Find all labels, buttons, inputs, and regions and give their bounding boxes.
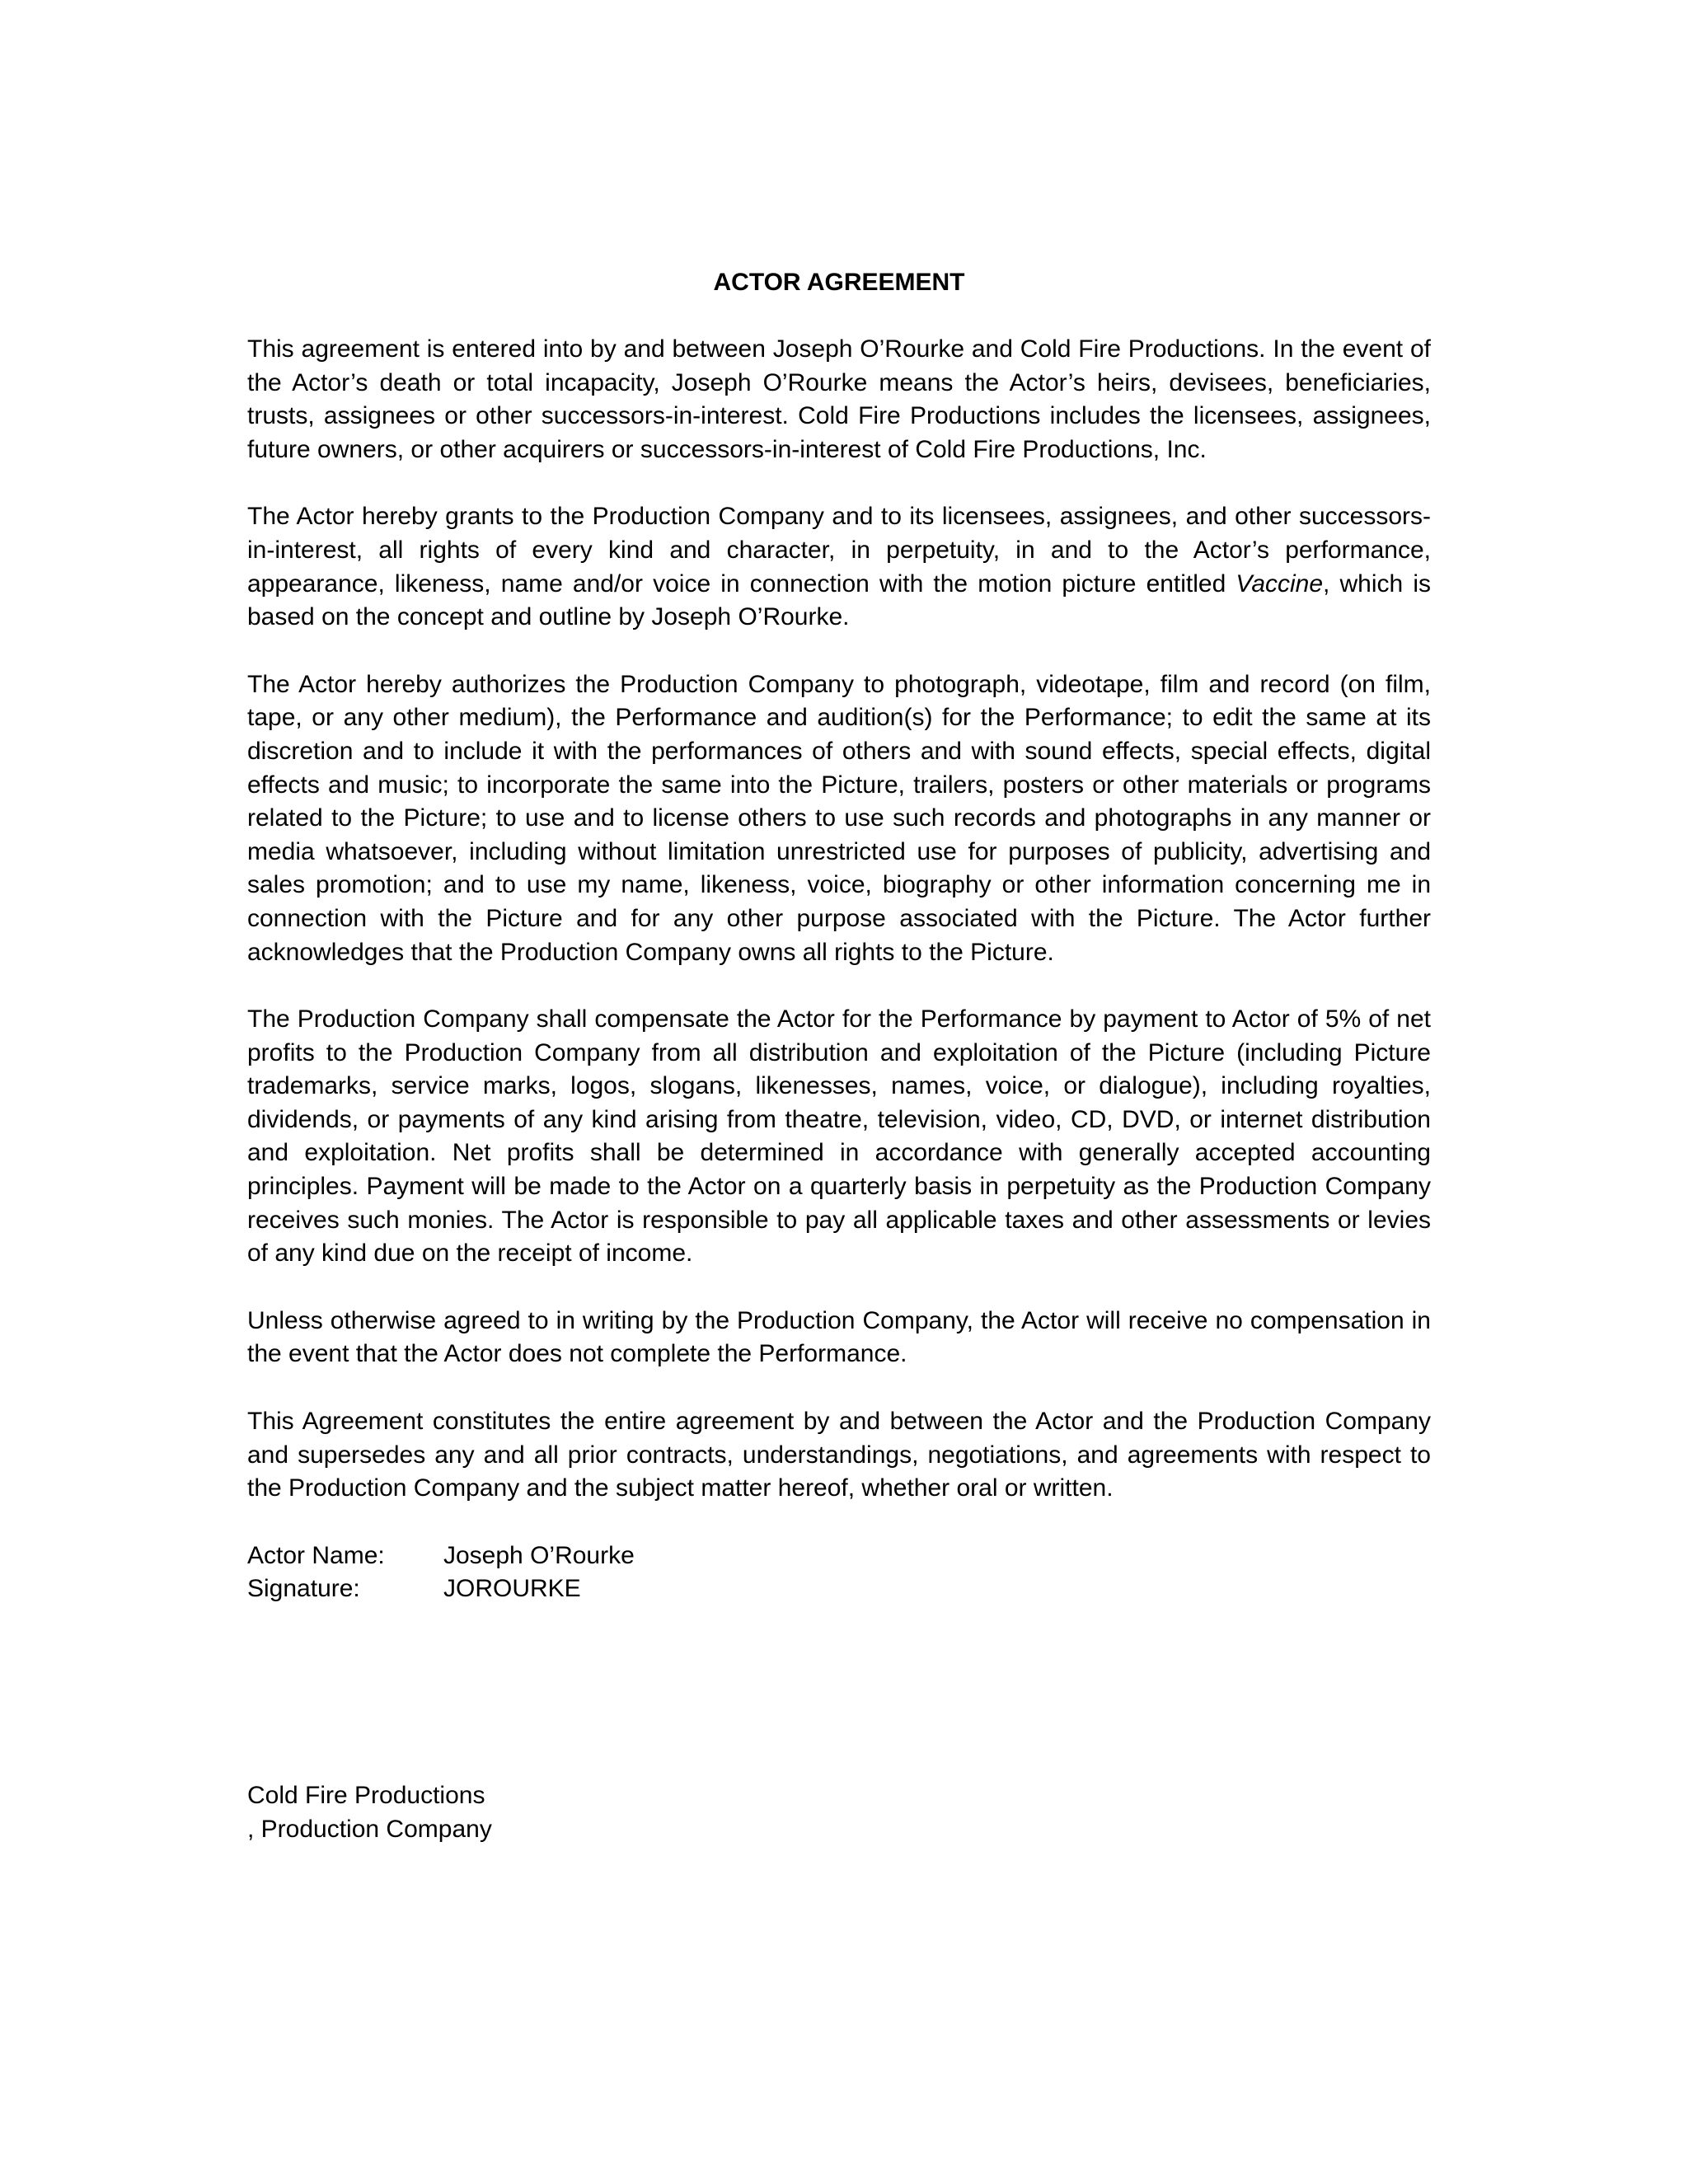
actor-name-row <box>247 1540 1431 1573</box>
company-role: , Production Company <box>247 1815 492 1843</box>
film-title: Vaccine <box>1236 569 1324 598</box>
entire-agreement-paragraph: This Agreement constitutes the entire agreement by and between the Actor and the Production Company and supersedes any and all prior contracts, understandings, negotiations, and agreements with respect to the Production Company and the subject matter hereof, whether oral or written. <box>247 1408 1431 1502</box>
grant-text-before: The Actor hereby grants to the Production Company and to its licensees, assignees, and other successors-in-interest, all rights of every kind and character, in perpetuity, in and to the Actor’s performance, appearance, likeness, name and/or voice in connection with the motion picture entitled <box>247 503 1431 598</box>
signature-row <box>247 1572 1431 1606</box>
grant-paragraph <box>247 500 1431 634</box>
non-completion-paragraph: Unless otherwise agreed to in writing by the Production Company, the Actor will receive no compensation in the event that the Actor does not complete the Performance. <box>247 1306 1431 1368</box>
signature-value: JOROURKE <box>443 1575 581 1603</box>
agreement-page <box>247 265 1431 1846</box>
compensation-paragraph: The Production Company shall compensate the Actor for the Performance by payment to Actor of 5% of net profits to the Production Company from all distribution and exploitation of the Picture (including Picture trademarks, service marks, logos, slogans, likenesses, names, voice, or dialogue), including royalties, dividends, or payments of any kind arising from theatre, television, video, CD, DVD, or internet distribution and exploitation. Net profits shall be determined in accordance with generally accepted accounting principles. Payment will be made to the Actor on a quarterly basis in perpetuity as the Production Company receives such monies. The Actor is responsible to pay all applicable taxes and other assessments or levies of any kind due on the receipt of income. <box>247 1005 1431 1268</box>
signature-label: Signature: <box>247 1575 360 1603</box>
grant-text-after: , which is based on the concept and outline by Joseph O’Rourke. <box>247 569 1431 631</box>
company-block <box>247 1779 1431 1846</box>
authorization-paragraph: The Actor hereby authorizes the Production Company to photograph, videotape, film and record (on film, tape, or any other medium), the Performance and audition(s) for the Performance; to edit the same at its discretion and to include it with the performances of others and with sound effects, special effects, digital effects and music; to incorporate the same into the Picture, trailers, posters or other materials or programs related to the Picture; to use and to license others to use such records and photographs in any manner or media whatsoever, including without limitation unrestricted use for purposes of publicity, advertising and sales promotion; and to use my name, likeness, voice, biography or other information concerning me in connection with the Picture and for any other purpose associated with the Picture. The Actor further acknowledges that the Production Company owns all rights to the Picture. <box>247 670 1431 966</box>
signature-block <box>247 1540 1431 1606</box>
company-name: Cold Fire Productions <box>247 1782 485 1809</box>
actor-name-value: Joseph O’Rourke <box>443 1541 635 1569</box>
actor-name-label: Actor Name: <box>247 1541 385 1569</box>
parties-paragraph: This agreement is entered into by and between Joseph O’Rourke and Cold Fire Productions. In the event of the Actor’s death or total incapacity, Joseph O’Rourke means the Actor’s heirs, devisees, beneficiaries, trusts, assignees or other successors-in-interest. Cold Fire Productions includes the licensees, assignees, future owners, or other acquirers or successors-in-interest of Cold Fire Productions, Inc. <box>247 335 1431 463</box>
document-title: ACTOR AGREEMENT <box>713 269 965 296</box>
